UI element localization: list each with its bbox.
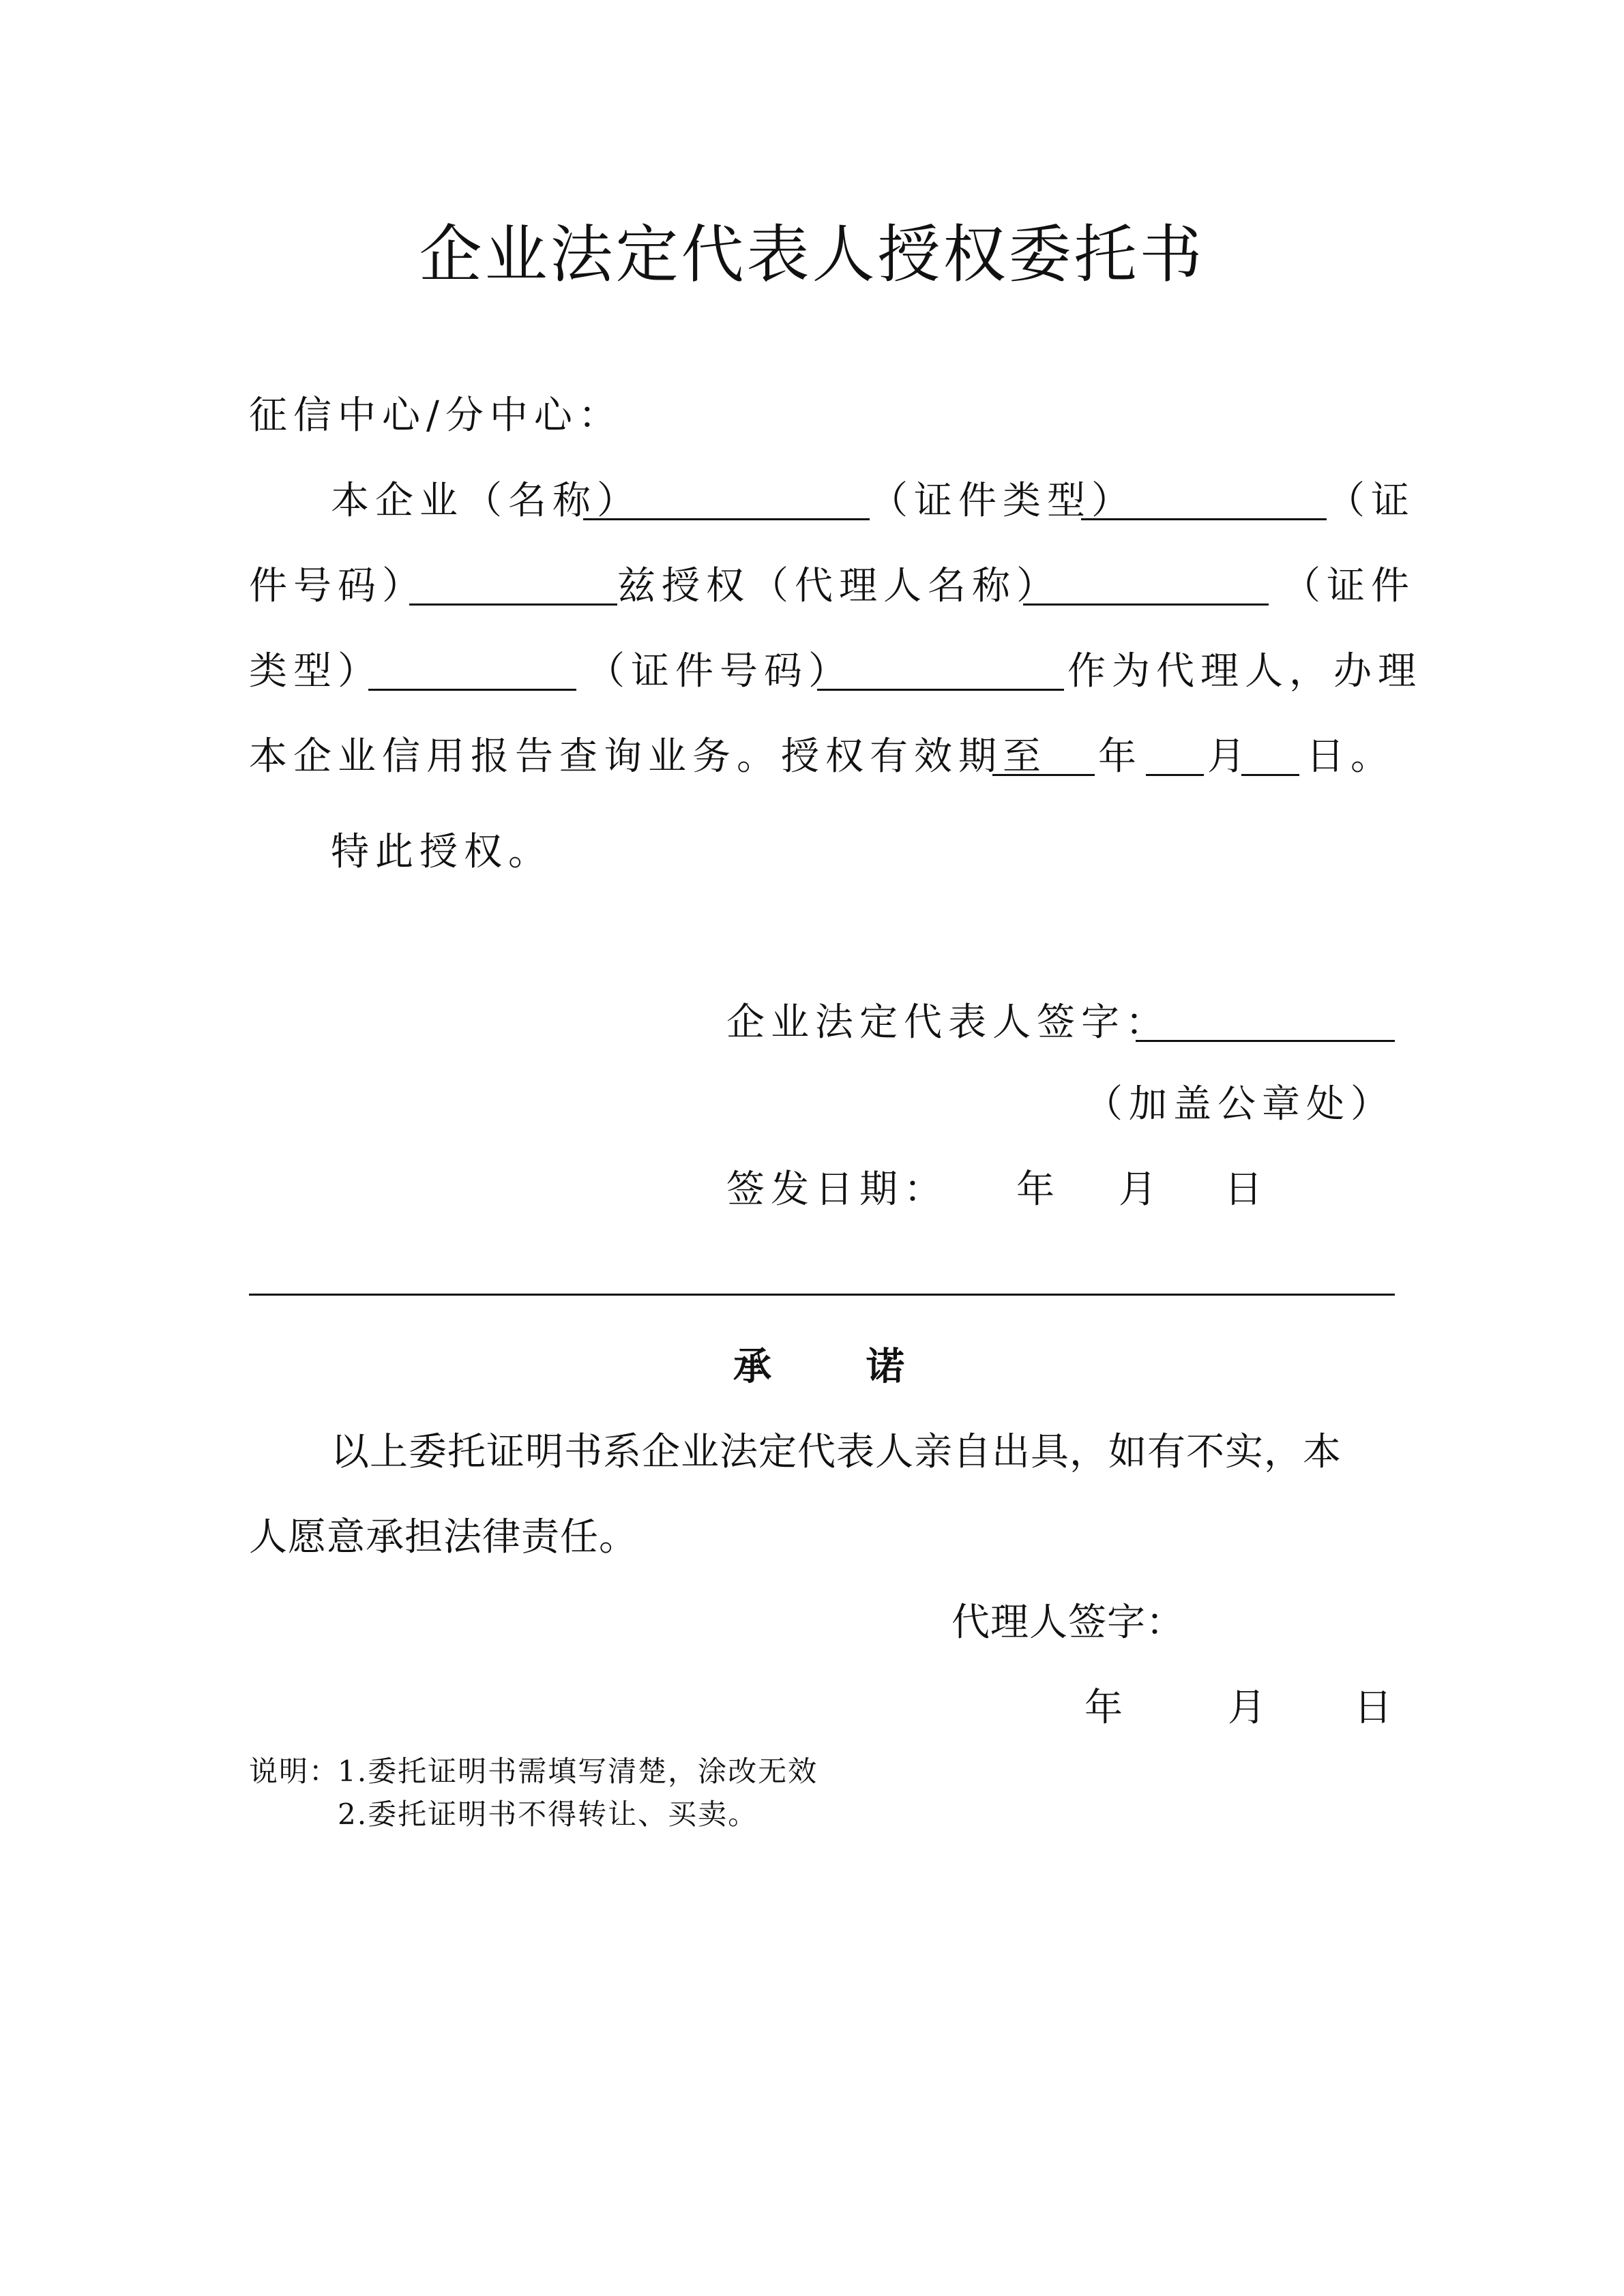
- issue-date-day: 日: [1224, 1167, 1269, 1212]
- agent-signature-label: 代理人签字：: [951, 1600, 1185, 1645]
- para-line1-id-type-label: （证件类型）: [870, 479, 1136, 523]
- para-line3-tail: 作为代理人，办理: [1067, 649, 1422, 694]
- validity-month-label: 月: [1207, 734, 1252, 779]
- para-line3-id-number-label: （证件号码）: [587, 649, 853, 694]
- promise-date-day: 日: [1354, 1686, 1398, 1730]
- seal-placeholder: （加盖公章处）: [1084, 1082, 1395, 1127]
- promise-date-year: 年: [1084, 1686, 1129, 1730]
- recipient-line: 征信中心/分中心：: [249, 393, 623, 438]
- promise-title-1: 承: [733, 1344, 778, 1389]
- para-line3-type-label: 类型）: [249, 649, 382, 694]
- para-line2-id-number-label: 件号码）: [249, 564, 426, 608]
- validity-day-blank[interactable]: [1241, 774, 1299, 776]
- issue-date-month: 月: [1119, 1167, 1163, 1212]
- para-line2-agent-name-label: 兹授权（代理人名称）: [617, 564, 1061, 608]
- notes-label: 说明：: [249, 1755, 340, 1788]
- para-line1-company-name-label: 本企业（名称）: [331, 479, 641, 523]
- company-name-blank[interactable]: [583, 518, 870, 520]
- para-line2-tail: （证件: [1282, 564, 1415, 608]
- closing-statement: 特此授权。: [331, 830, 552, 874]
- issue-date-label: 签发日期：: [726, 1167, 948, 1212]
- section-divider: [249, 1294, 1395, 1296]
- issue-date-year: 年: [1016, 1167, 1061, 1212]
- agent-name-blank[interactable]: [1023, 603, 1269, 606]
- para-line1-tail: （证: [1327, 479, 1415, 523]
- promise-line2: 人愿意承担法律责任。: [249, 1515, 638, 1560]
- validity-year-label: 年: [1098, 734, 1142, 779]
- validity-day-label: 日。: [1306, 734, 1395, 779]
- promise-date-month: 月: [1228, 1686, 1272, 1730]
- note-item-2: 2.委托证明书不得转让、买卖。: [338, 1798, 758, 1831]
- agent-id-type-blank[interactable]: [368, 689, 576, 691]
- promise-line1: 以上委托证明书系企业法定代表人亲自出具，如有不实，本: [331, 1430, 1342, 1474]
- agent-id-number-blank[interactable]: [817, 689, 1064, 691]
- para-line4-validity-label: 本企业信用报告查询业务。授权有效期至: [249, 734, 1047, 779]
- rep-signature-blank[interactable]: [1136, 1040, 1395, 1042]
- note-item-1: 1.委托证明书需填写清楚，涂改无效: [338, 1755, 818, 1788]
- validity-year-blank[interactable]: [992, 774, 1095, 776]
- rep-signature-label: 企业法定代表人签字：: [726, 1000, 1170, 1045]
- validity-month-blank[interactable]: [1146, 774, 1204, 776]
- promise-title-2: 诺: [866, 1344, 911, 1389]
- document-title: 企业法定代表人授权委托书: [419, 218, 1205, 291]
- company-id-number-blank[interactable]: [409, 603, 617, 606]
- company-id-type-blank[interactable]: [1081, 518, 1327, 520]
